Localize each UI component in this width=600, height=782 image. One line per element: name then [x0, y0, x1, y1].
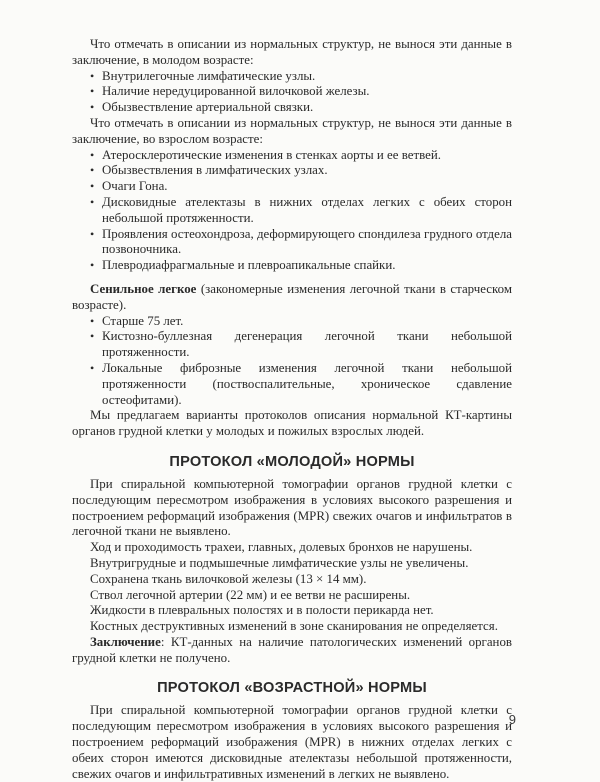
list-item: • Наличие нередуцированной вилочковой железы.	[90, 84, 512, 100]
adult-intro: Что отмечать в описании из нормальных структур, не вынося эти данные в заключение, во взрослом возрасте:	[72, 115, 512, 146]
list-item: • Обызвествление артериальной связки.	[90, 100, 512, 116]
senile-list	[72, 314, 512, 409]
protocol-young-paragraph: Костных деструктивных изменений в зоне сканирования не определяется.	[90, 619, 498, 634]
protocol-age-paragraph: При спиральной компьютерной томографии органов грудной клетки с последующим пересмотром изображения в условиях высокого разрешения и построением реформаций изображения (MPR) в нижних отделах легких с обеих сторон имеются дисковидные ателектазы небольшой протяженности, свежих очагов и инфильтративных изменений в легких не выявлено.	[72, 703, 512, 781]
young-list	[72, 69, 512, 116]
proposal-paragraph: Мы предлагаем варианты протоколов описания нормальной КТ-картины органов грудной клетки у молодых и пожилых взрослых людей.	[72, 408, 512, 439]
page-number: 9	[508, 712, 516, 727]
section-heading-age-norm: ПРОТОКОЛ «ВОЗРАСТНОЙ» НОРМЫ	[157, 680, 427, 697]
list-item: • Плевродиафрагмальные и плевроапикальные спайки.	[90, 258, 512, 274]
senile-definition	[72, 282, 512, 314]
protocol-young-paragraph: Ход и проходимость трахеи, главных, долевых бронхов не нарушены.	[90, 540, 473, 555]
list-item: • Дисковидные ателектазы в нижних отделах легких с обеих сторон небольшой протяженности.	[90, 195, 512, 227]
young-intro: Что отмечать в описании из нормальных структур, не вынося эти данные в заключение, в молодом возрасте:	[72, 37, 512, 67]
protocol-young-paragraph: Внутригрудные и подмышечные лимфатические узлы не увеличены.	[90, 555, 469, 570]
list-item: • Обызвествления в лимфатических узлах.	[90, 163, 512, 179]
section-heading-young-norm: ПРОТОКОЛ «МОЛОДОЙ» НОРМЫ	[169, 453, 415, 470]
protocol-young-paragraph: При спиральной компьютерной томографии органов грудной клетки с последующим пересмотром изображения в условиях высокого разрешения и построением реформаций изображения (MPR) свежих очагов и инфильтратов в легочной ткани не выявлено.	[72, 476, 512, 539]
list-item: • Проявления остеохондроза, деформирующего спондилеза грудного отдела позвоночника.	[90, 227, 512, 259]
senile-term: Сенильное легкое	[90, 281, 197, 296]
list-item: • Атеросклеротические изменения в стенках аорты и ее ветвей.	[90, 148, 512, 164]
list-item: • Очаги Гона.	[90, 179, 512, 195]
list-item: • Кистозно-буллезная дегенерация легочной ткани небольшой протяженности.	[90, 329, 512, 361]
adult-list	[72, 148, 512, 274]
protocol-young-paragraph: Сохранена ткань вилочковой железы (13 × 14 мм).	[90, 571, 367, 586]
conclusion-text: : КТ-данных на наличие патологических изменений органов грудной клетки не получено.	[72, 634, 512, 665]
protocol-young-paragraph: Ствол легочной артерии (22 мм) и ее ветви не расширены.	[90, 587, 411, 602]
protocol-young-conclusion	[72, 635, 512, 667]
list-item: • Локальные фиброзные изменения легочной ткани небольшой протяженности (поствоспалительные, хроническое сдавление остеофитами).	[90, 361, 512, 408]
list-item: • Внутрилегочные лимфатические узлы.	[90, 69, 512, 85]
protocol-young-paragraph: Жидкости в плевральных полостях и в полости перикарда нет.	[90, 603, 434, 618]
conclusion-label: Заключение	[90, 634, 161, 649]
senile-definition-text: (закономерные изменения легочной ткани в старческом возрасте).	[72, 281, 512, 312]
list-item: • Старше 75 лет.	[90, 314, 512, 330]
